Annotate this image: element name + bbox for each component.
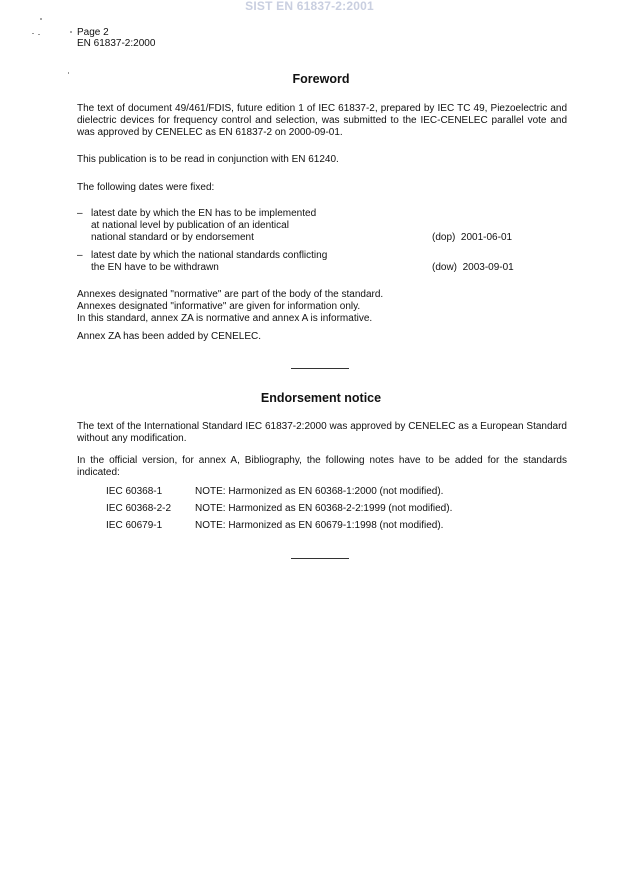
section-divider bbox=[291, 558, 349, 559]
scan-speck bbox=[70, 31, 72, 33]
page-number: Page 2 bbox=[77, 27, 109, 38]
annex-line: Annexes designated "informative" are given for information only. bbox=[77, 301, 361, 312]
watermark: SIST EN 61837-2:2001 bbox=[245, 0, 374, 13]
date-abbrev: (dop) bbox=[432, 232, 456, 243]
standard-code: IEC 60368-1 bbox=[106, 486, 163, 497]
foreword-paragraph-3: The following dates were fixed: bbox=[77, 182, 215, 193]
harmonization-note: NOTE: Harmonized as EN 60368-1:2000 (not modified). bbox=[195, 486, 444, 497]
section-divider bbox=[291, 368, 349, 369]
list-dash: – bbox=[77, 208, 83, 219]
scan-speck bbox=[40, 18, 42, 20]
harmonization-note: NOTE: Harmonized as EN 60368-2-2:1999 (not modified). bbox=[195, 503, 453, 514]
date-item-line: latest date by which the national standards conflicting bbox=[91, 250, 328, 261]
standard-code: IEC 60679-1 bbox=[106, 520, 163, 531]
standard-code: IEC 60368-2-2 bbox=[106, 503, 172, 514]
date-code bbox=[432, 262, 514, 274]
date-item-line: the EN have to be withdrawn bbox=[91, 262, 219, 273]
list-dash: – bbox=[77, 250, 83, 261]
annex-line: Annexes designated "normative" are part of the body of the standard. bbox=[77, 289, 384, 300]
date-abbrev: (dow) bbox=[432, 262, 458, 273]
endorsement-paragraph-2: In the official version, for annex A, Bibliography, the following notes have to be added for the standards indicated: bbox=[77, 455, 567, 478]
date-item-line: latest date by which the EN has to be implemented bbox=[91, 208, 317, 219]
annex-line: In this standard, annex ZA is normative and annex A is informative. bbox=[77, 313, 373, 324]
scan-speck bbox=[32, 33, 34, 34]
annex-paragraph bbox=[77, 289, 567, 325]
date-item-text bbox=[91, 208, 371, 244]
scan-speck bbox=[38, 34, 40, 35]
date-value: 2001-06-01 bbox=[460, 232, 513, 243]
document-number: EN 61837-2:2000 bbox=[77, 38, 156, 49]
date-item-line: at national level by publication of an identical bbox=[91, 220, 289, 231]
endorsement-title: Endorsement notice bbox=[260, 391, 382, 405]
harmonization-note: NOTE: Harmonized as EN 60679-1:1998 (not modified). bbox=[195, 520, 444, 531]
foreword-paragraph-1: The text of document 49/461/FDIS, future edition 1 of IEC 61837-2, prepared by IEC TC 49, Piezoelectric and dielectric devices for frequency control and selection, was submitted to the IEC-CENELEC parallel vote and was approved by CENELEC as EN 61837-2 on 2000-09-01. bbox=[77, 103, 567, 138]
foreword-paragraph-2: This publication is to be read in conjunction with EN 61240. bbox=[77, 154, 339, 165]
annex-za-line: Annex ZA has been added by CENELEC. bbox=[77, 331, 262, 342]
date-value: 2003-09-01 bbox=[462, 262, 514, 273]
endorsement-paragraph-1: The text of the International Standard IEC 61837-2:2000 was approved by CENELEC as a European Standard without any modification. bbox=[77, 421, 567, 444]
date-code bbox=[432, 232, 512, 244]
date-item-line: national standard or by endorsement bbox=[91, 232, 254, 243]
date-item-text bbox=[91, 250, 371, 274]
foreword-title: Foreword bbox=[292, 72, 350, 86]
